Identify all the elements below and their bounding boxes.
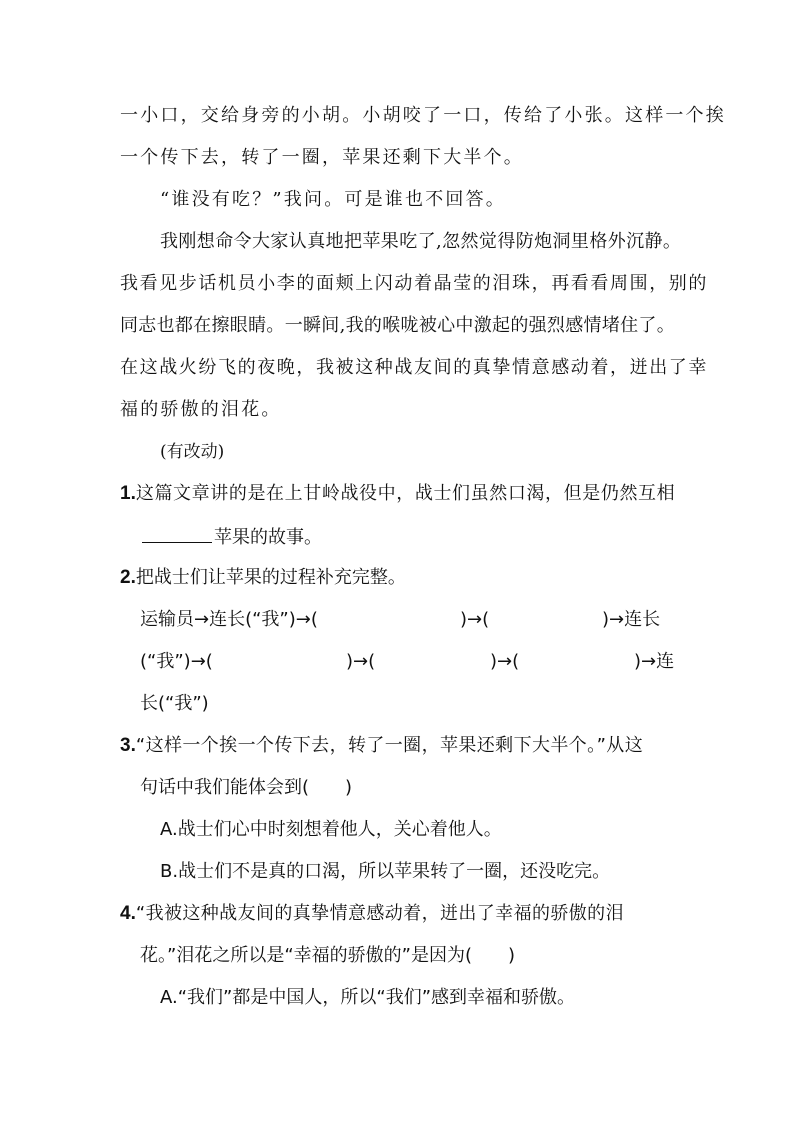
passage-line: 我刚想命令大家认真地把苹果吃了,忽然觉得防炮洞里格外沉静。 (160, 231, 682, 252)
question-number: 1. (120, 483, 136, 504)
question-4 (120, 902, 624, 926)
flow-text: 运输员→连长(“我”)→( (140, 609, 318, 630)
source-note: (有改动) (160, 442, 225, 462)
flow-text: )→连 (634, 651, 675, 672)
passage-line: 一小口，交给身旁的小胡。小胡咬了一口，传给了小张。这样一个挨 (120, 105, 726, 126)
passage-line: 福的骄傲的泪花。 (120, 399, 282, 420)
flow-text: )→( (346, 651, 376, 672)
question-2 (120, 566, 406, 590)
flow-text: )→( (490, 651, 520, 672)
passage-line: 我看见步话机员小李的面颊上闪动着晶莹的泪珠，再看看周围，别的 (120, 273, 708, 294)
question-1 (120, 482, 675, 506)
question-text: “我被这种战友间的真挚情意感动着，迸出了幸福的骄傲的泪 (135, 903, 624, 924)
flow-row-2 (140, 650, 700, 674)
option-a[interactable]: A.“我们”都是中国人，所以“我们”感到幸福和骄傲。 (160, 987, 576, 1008)
question-text: 花。”泪花之所以是“幸福的骄傲的”是因为( ) (140, 945, 516, 966)
flow-text: (“我”)→( (140, 651, 213, 672)
flow-text: )→( (460, 609, 490, 630)
question-number: 4. (120, 903, 136, 924)
option-b[interactable]: B.战士们不是真的口渴，所以苹果转了一圈，还没吃完。 (160, 861, 611, 882)
question-text: 句话中我们能体会到( ) (140, 777, 353, 798)
passage-line: 同志也都在擦眼睛。一瞬间,我的喉咙被心中激起的强烈感情堵住了。 (120, 315, 676, 336)
option-a[interactable]: A.战士们心中时刻想着他人，关心着他人。 (160, 819, 502, 840)
question-text: 这篇文章讲的是在上甘岭战役中，战士们虽然口渴，但是仍然互相 (135, 483, 676, 504)
flow-row-3: 长(“我”) (140, 693, 209, 714)
question-number: 2. (120, 567, 136, 588)
question-1-line2 (142, 524, 322, 550)
question-number: 3. (120, 735, 136, 756)
passage-line: “谁没有吃？”我问。可是谁也不回答。 (160, 189, 507, 210)
flow-row-1 (140, 608, 700, 632)
question-text: 苹果的故事。 (214, 527, 322, 548)
answer-blank[interactable] (142, 524, 212, 543)
question-3 (120, 734, 643, 758)
flow-text: )→连长 (602, 609, 661, 630)
passage-line: 一个传下去，转了一圈，苹果还剩下大半个。 (120, 147, 524, 168)
passage-line: 在这战火纷飞的夜晚，我被这种战友间的真挚情意感动着，迸出了幸 (120, 357, 708, 378)
question-text: “这样一个挨一个传下去，转了一圈，苹果还剩下大半个。”从这 (135, 735, 644, 756)
question-text: 把战士们让苹果的过程补充完整。 (135, 567, 406, 588)
